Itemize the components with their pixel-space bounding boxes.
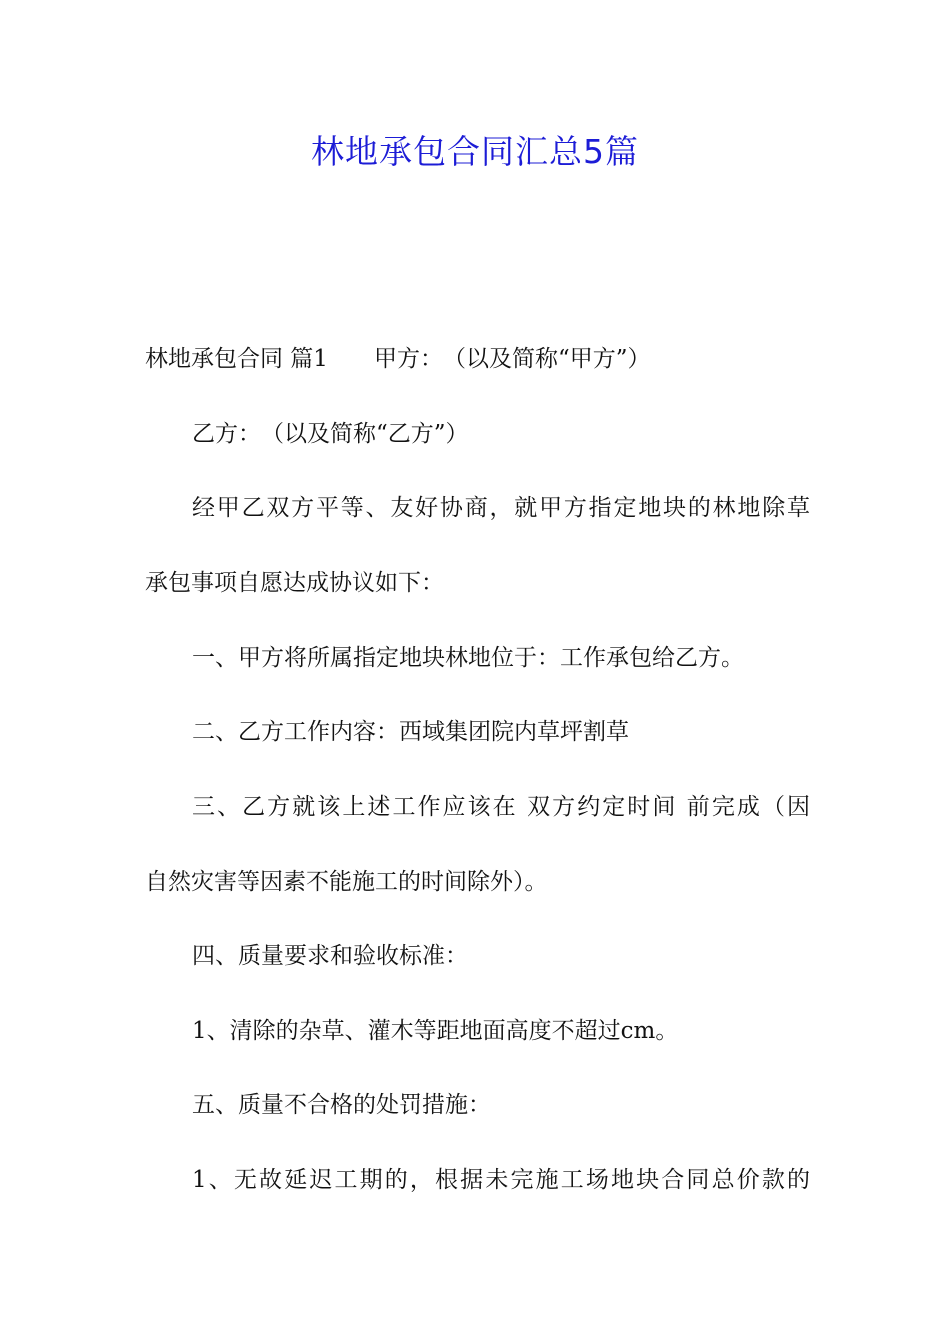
paragraph-line: 经甲乙双方平等、友好协商，就甲方指定地块的林地除草 bbox=[192, 495, 810, 521]
paragraph-line: 自然灾害等因素不能施工的时间除外）。 bbox=[145, 869, 548, 895]
paragraph-line: 一、甲方将所属指定地块林地位于：工作承包给乙方。 bbox=[192, 645, 744, 671]
paragraph-line: 林地承包合同 篇1 甲方： （以及简称“甲方”） bbox=[145, 346, 651, 372]
paragraph-line: 五、质量不合格的处罚措施： bbox=[192, 1092, 491, 1118]
paragraph-line: 四、质量要求和验收标准： bbox=[192, 943, 468, 969]
paragraph-line: 乙方： （以及简称“乙方”） bbox=[192, 421, 469, 447]
paragraph-line: 二、乙方工作内容：西域集团院内草坪割草 bbox=[192, 719, 629, 745]
paragraph-line: 1、清除的杂草、灌木等距地面高度不超过cm。 bbox=[192, 1018, 679, 1044]
document-title: 林地承包合同汇总5篇 bbox=[311, 132, 639, 171]
paragraph-line: 承包事项自愿达成协议如下： bbox=[145, 570, 444, 596]
paragraph-line: 三、乙方就该上述工作应该在 双方约定时间 前完成（因 bbox=[192, 794, 810, 820]
paragraph-line: 1、无故延迟工期的，根据未完施工场地块合同总价款的 bbox=[192, 1167, 810, 1193]
